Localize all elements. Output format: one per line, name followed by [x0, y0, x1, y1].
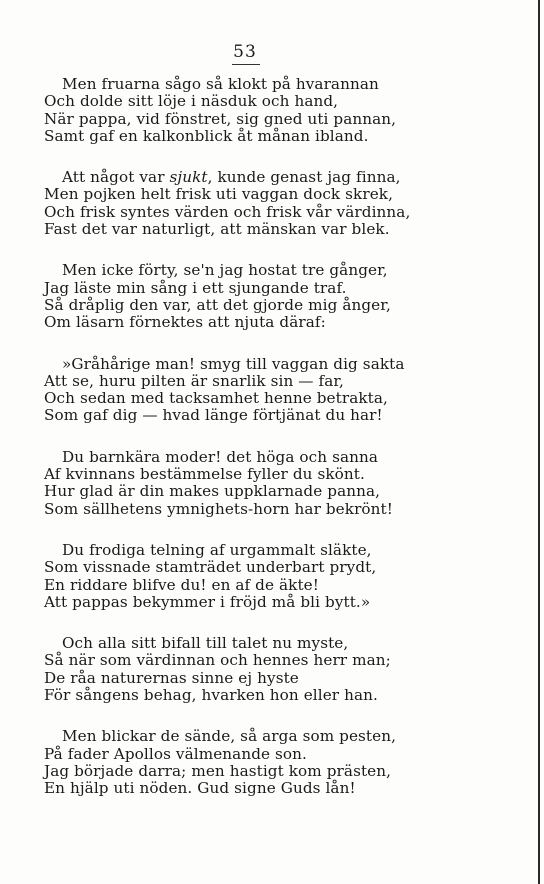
poem-body	[44, 76, 484, 822]
poem-line: Du frodiga telning af urgammalt släkte,	[62, 540, 372, 559]
poem-line: Men icke förty, se'n jag hostat tre gånger,	[62, 261, 388, 280]
poem-line: En hjälp uti nöden. Gud signe Guds lån!	[44, 779, 356, 798]
stanza	[44, 356, 484, 425]
stanza	[44, 449, 484, 518]
poem-line: Att pappas bekymmer i fröjd må bli bytt.»	[44, 592, 371, 611]
poem-line: När pappa, vid fönstret, sig gned uti pannan,	[44, 109, 397, 128]
poem-line: Så när som värdinnan och hennes herr man;	[44, 651, 391, 670]
stanza	[44, 169, 484, 238]
poem-line: Att se, huru pilten är snarlik sin — far,	[44, 371, 344, 390]
poem-line: »Gråhårige man! smyg till vaggan dig sakta	[62, 354, 405, 373]
poem-line: Du barnkära moder! det höga och sanna	[62, 447, 379, 466]
poem-line: En riddare blifve du! en af de äkte!	[44, 575, 319, 594]
poem-line: Jag läste min sång i ett sjungande traf.	[44, 278, 347, 297]
page-number-underline	[232, 64, 260, 65]
stanza	[44, 542, 484, 611]
poem-line: Af kvinnans bestämmelse fyller du skönt.	[44, 465, 365, 484]
poem-line: Och frisk syntes värden och frisk vår värdinna,	[44, 202, 411, 221]
stanza	[44, 728, 484, 797]
emphasized-word: sjukt	[169, 168, 208, 187]
poem-line: Så dråplig den var, att det gjorde mig ånger,	[44, 295, 391, 314]
poem-line: Som sällhetens ymnighets-horn har bekrönt!	[44, 499, 393, 518]
poem-line: Fast det var naturligt, att mänskan var blek.	[44, 220, 390, 239]
poem-line: Som gaf dig — hvad länge förtjänat du har!	[44, 406, 383, 425]
page-edge-border	[538, 0, 540, 884]
poem-line: Jag började darra; men hastigt kom prästen,	[44, 761, 392, 780]
stanza	[44, 635, 484, 704]
poem-line: Om läsarn förnektes att njuta däraf:	[44, 313, 326, 332]
poem-line: Men blickar de sände, så arga som pesten,	[62, 727, 397, 746]
page-number: 53	[233, 42, 257, 62]
poem-line: Samt gaf en kalkonblick åt månan ibland.	[44, 126, 369, 145]
poem-line: Som vissnade stamträdet underbart prydt,	[44, 558, 377, 577]
poem-line: Och alla sitt bifall till talet nu myste,	[62, 634, 349, 653]
stanza	[44, 76, 484, 145]
poem-line: Och sedan med tacksamhet henne betrakta,	[44, 389, 388, 408]
stanza	[44, 262, 484, 331]
poem-line: Hur glad är din makes uppklarnade panna,	[44, 482, 381, 501]
poem-line: Att något var sjukt, kunde genast jag finna,	[62, 168, 401, 187]
poem-line: De råa naturernas sinne ej hyste	[44, 668, 299, 687]
poem-line: Men pojken helt frisk uti vaggan dock skrek,	[44, 185, 394, 204]
poem-line: Men fruarna sågo så klokt på hvarannan	[62, 75, 379, 93]
poem-line: Och dolde sitt löje i näsduk och hand,	[44, 92, 339, 111]
poem-line: På fader Apollos välmenande son.	[44, 744, 307, 763]
poem-line: För sångens behag, hvarken hon eller han.	[44, 686, 378, 705]
